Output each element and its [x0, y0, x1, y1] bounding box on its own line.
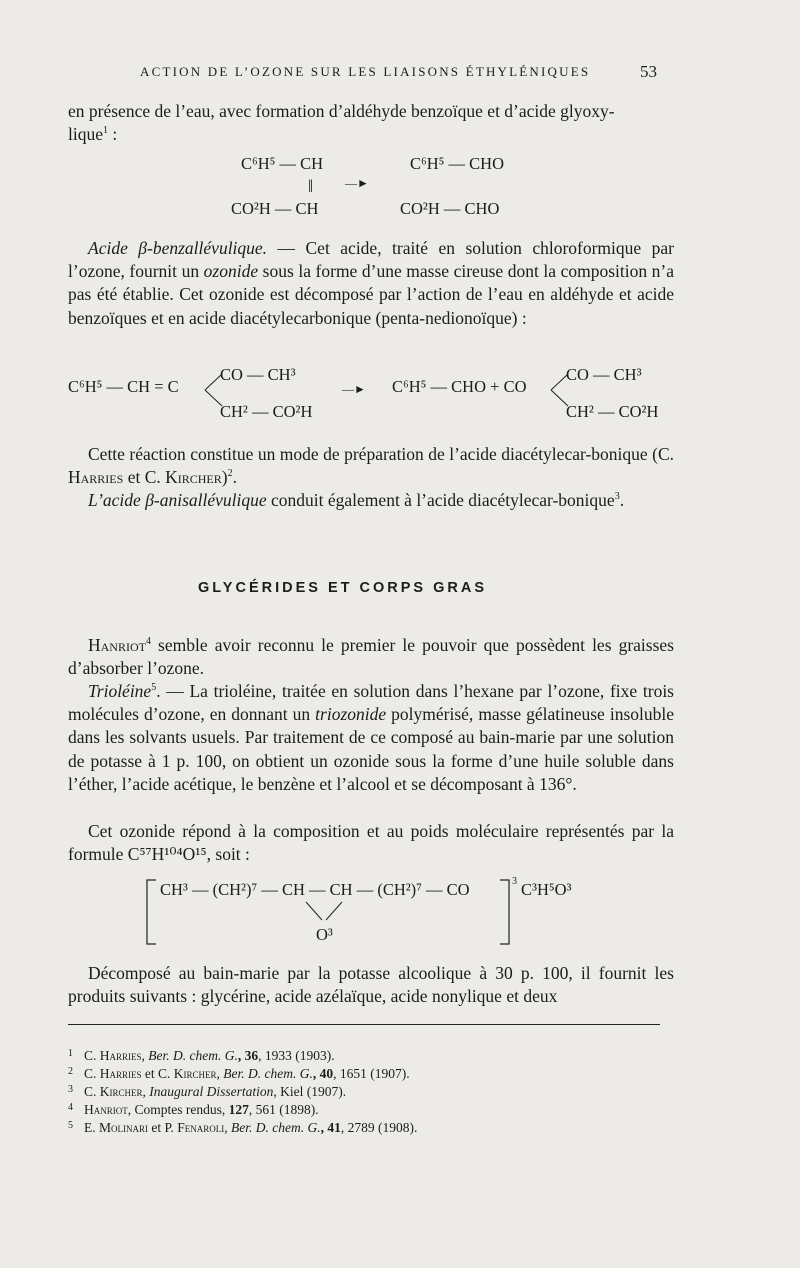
paragraph-3-text-d: .	[232, 467, 237, 488]
section-heading: GLYCÉRIDES ET CORPS GRAS	[198, 580, 488, 596]
footnote-volume: , 36	[237, 1048, 259, 1063]
footnote-author: Harries	[99, 1048, 142, 1063]
eq1-left-top: C⁶H⁵ — CH	[241, 154, 324, 173]
paragraph-1-line2: lique	[68, 124, 103, 145]
page-number: 53	[640, 62, 657, 81]
footnote-text: C.	[84, 1066, 100, 1081]
footnote-1	[68, 1048, 335, 1064]
paragraph-7-text: Cet ozonide répond à la composition et au poids moléculaire représentés par la formule C⁵⁷H¹⁰⁴O¹⁵, soit :	[68, 821, 674, 865]
eq1-right-top: C⁶H⁵ — CHO	[410, 154, 505, 173]
paragraph-2-title: Acide β-benzallévulique.	[88, 238, 268, 258]
footnote-author: Kircher	[173, 1066, 217, 1081]
author-kircher: Kircher	[165, 467, 222, 488]
eq2-arrow: —►	[342, 382, 366, 396]
author-harries: Harries	[68, 467, 124, 488]
paragraph-4-text: conduit également à l’acide diacétylecar-bonique	[266, 490, 615, 510]
footnote-text: E.	[84, 1120, 99, 1135]
paragraph-2-text-b: sous la forme d’une masse cireuse dont la composition n’a pas été établie. Cet ozonide est décomposé par l’action de l’eau en aldéhyde et acide benzoïques et en acide diacétylecarbonique (penta-nedionoïque) :	[68, 261, 674, 328]
footnote-author: Fenaroli	[177, 1120, 225, 1135]
paragraph-5-text: semble avoir reconnu le premier le pouvoir que possèdent les graisses d’absorber l’ozone.	[68, 635, 674, 679]
footnote-text: C.	[84, 1084, 100, 1099]
eq2-top-right: CO — CH³	[566, 365, 642, 384]
paragraph-2-ozonide: ozonide	[203, 261, 259, 282]
footnote-number: 5	[68, 1120, 73, 1131]
paragraph-1-text: en présence de l’eau, avec formation d’aldéhyde benzoïque et d’acide glyoxy-	[68, 101, 615, 121]
footnote-author: Hanriot	[84, 1102, 128, 1117]
eq1-left-bottom: CO²H — CH	[231, 199, 319, 218]
eq1-right-bottom: CO²H — CHO	[400, 199, 500, 218]
paragraph-4-title: L’acide	[88, 490, 141, 510]
paragraph-4-title2: β-anisallévulique	[145, 490, 267, 510]
paragraph-6-text-a: . — La trioléine, traitée en solution dans l’hexane par l’ozone, fixe trois molécules d’ozone, en donnant un	[68, 681, 674, 725]
footnote-ref-5: 5	[151, 682, 157, 694]
eq3-ozone: O³	[316, 925, 333, 944]
footnote-pages: , Kiel (1907).	[273, 1084, 347, 1099]
footnote-2	[68, 1066, 410, 1082]
footnote-ref-2: 2	[227, 468, 233, 480]
paragraph-8	[68, 962, 674, 1008]
footnote-number: 3	[68, 1084, 73, 1095]
footnote-volume: , 41	[320, 1120, 341, 1135]
eq2-top-left: CO — CH³	[220, 365, 296, 384]
paragraph-2-text-a: — Cet acide, traité en solution chloroformique par l’ozone, fournit un	[68, 238, 674, 282]
eq3-chain: CH³ — (CH²)⁷ — CH — CH — (CH²)⁷ — CO	[160, 880, 470, 899]
footnote-text: , Comptes rendus,	[127, 1102, 229, 1117]
footnote-volume: , 40	[312, 1066, 334, 1081]
footnote-author: Harries	[99, 1066, 142, 1081]
footnote-number: 4	[68, 1102, 73, 1113]
eq2-left: C⁶H⁵ — CH = C	[68, 377, 179, 396]
footnote-journal: , Ber. D. chem. G.	[141, 1048, 238, 1063]
footnote-pages: , 2789 (1908).	[340, 1120, 418, 1135]
footnote-ref-4: 4	[145, 636, 151, 648]
footnote-journal: , Ber. D. chem. G.	[216, 1066, 313, 1081]
footnote-ref-1: 1	[103, 125, 108, 137]
paragraph-6-triozonide: triozonide	[315, 704, 387, 725]
paragraph-6-title: Trioléine	[88, 681, 152, 701]
eq1-double-bond: ‖	[308, 176, 314, 196]
footnote-volume: 127	[228, 1102, 249, 1117]
eq3-glyceryl: C³H⁵O³	[521, 880, 572, 899]
footnote-number: 1	[68, 1048, 73, 1059]
eq2-right: C⁶H⁵ — CHO + CO	[392, 377, 527, 396]
paragraph-1-colon: :	[108, 124, 118, 145]
footnote-pages: , 1933 (1903).	[258, 1048, 335, 1063]
footnote-journal: , Inaugural Dissertation	[142, 1084, 274, 1099]
paragraph-3-text-a: Cette réaction constitue un mode de préparation de l’acide diacétylecar-bonique (C.	[88, 444, 674, 464]
author-hanriot: Hanriot	[88, 635, 146, 655]
eq1-arrow: —►	[345, 176, 369, 190]
footnote-journal: , Ber. D. chem. G.	[224, 1120, 321, 1135]
eq2-bottom-right: CH² — CO²H	[566, 402, 659, 421]
paragraph-3-text-c: )	[221, 467, 228, 488]
footnote-text: et C.	[141, 1066, 174, 1081]
eq2-bottom-left: CH² — CO²H	[220, 402, 313, 421]
footnote-5	[68, 1120, 417, 1136]
footnote-pages: , 1651 (1907).	[333, 1066, 410, 1081]
paragraph-4-end: .	[619, 490, 625, 510]
footnote-text: et P.	[148, 1120, 178, 1135]
paragraph-8-text: Décomposé au bain-marie par la potasse alcoolique à 30 p. 100, il fournit les produits suivants : glycérine, acide azélaïque, acide nonylique et deux	[68, 963, 674, 1007]
running-title: ACTION DE L’OZONE SUR LES LIAISONS ÉTHYLÉNIQUES	[140, 64, 591, 79]
paragraph-6-text-b: polymérisé, masse gélatineuse insoluble dans les solvants usuels. Par traitement de ce composé au bain-marie par une solution de potasse à 1 p. 100, on obtient un ozonide sous la forme d’une huile soluble dans l’éther, l’acide acétique, le benzène et l’alcool et se décomposant à 136°.	[68, 704, 674, 794]
paragraph-3-text-b: et C.	[123, 467, 166, 488]
footnote-author: Kircher	[99, 1084, 143, 1099]
footnote-author: Molinari	[99, 1120, 148, 1135]
footnote-3	[68, 1084, 346, 1100]
footnote-rule	[68, 1024, 660, 1025]
footnote-pages: , 561 (1898).	[248, 1102, 319, 1117]
footnote-text: C.	[84, 1048, 100, 1063]
footnote-number: 2	[68, 1066, 73, 1077]
footnote-ref-3: 3	[614, 491, 620, 503]
eq3-subscript: 3	[512, 876, 517, 887]
footnote-4	[68, 1102, 319, 1118]
